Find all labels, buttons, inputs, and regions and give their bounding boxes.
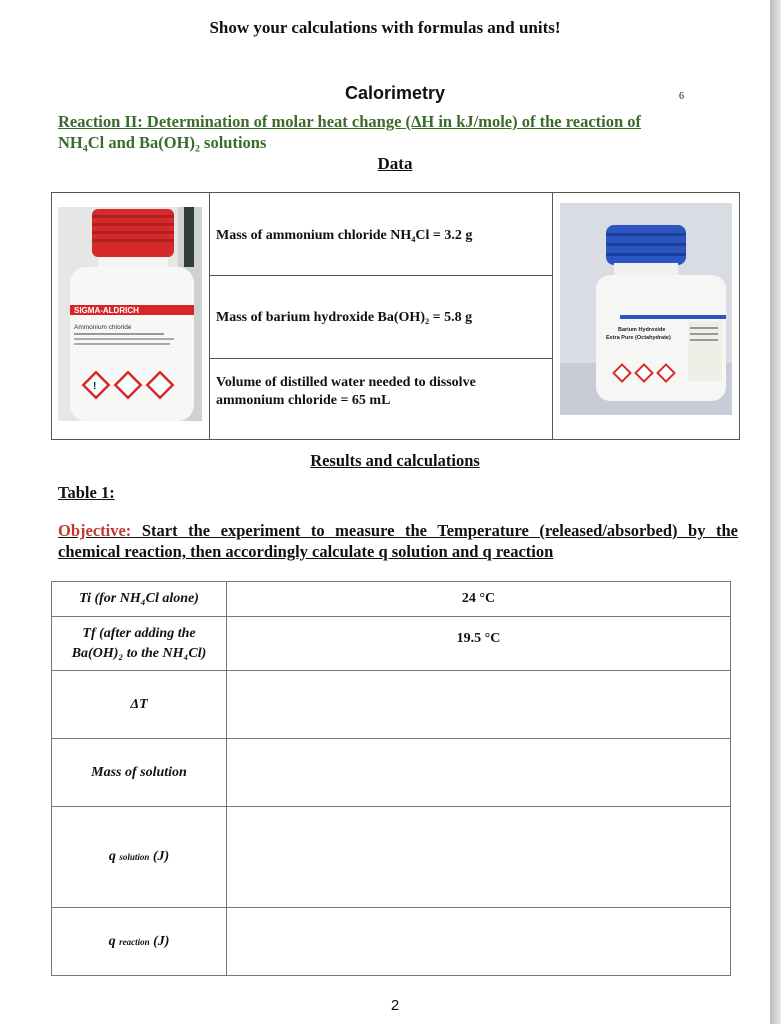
ammonium-chloride-bottle-icon (58, 207, 202, 421)
table-divider (209, 358, 552, 359)
table-divider (552, 193, 553, 439)
instruction-heading: Show your calculations with formulas and units! (209, 18, 561, 37)
delta-t-value[interactable] (227, 671, 731, 739)
barium-hydroxide-photo (560, 203, 732, 415)
data-heading: Data (377, 154, 413, 173)
page-number: 2 (390, 997, 400, 1014)
ti-value: 24 °C (227, 582, 731, 617)
table-row (52, 739, 731, 807)
corner-number: 6 (679, 91, 684, 102)
table-row (52, 617, 731, 671)
q-solution-label (52, 807, 227, 908)
q-solution-subscript: solution (119, 852, 150, 862)
results-table (51, 581, 731, 976)
q-reaction-symbol: q (108, 933, 116, 949)
objective-label: Objective: (58, 521, 132, 540)
product-label: Ammonium chloride (74, 324, 132, 331)
table-row (52, 671, 731, 739)
brand-label: SIGMA-ALDRICH (74, 306, 139, 315)
q-solution-value[interactable] (227, 807, 731, 908)
objective-body: Start the experiment to measure the Temperature (released/absorbed) by the chemical reaction, then accordingly calculate q solution and q reaction (58, 521, 738, 561)
delta-t-label: ΔT (52, 671, 227, 739)
ti-label: Ti (for NH₄Cl alone) (52, 582, 227, 617)
barium-hydroxide-bottle-icon (560, 203, 732, 415)
section-title: Calorimetry (344, 83, 446, 103)
ammonium-chloride-mass: Mass of ammonium chloride NH₄Cl = 3.2 g (216, 228, 473, 243)
ammonium-chloride-photo (58, 207, 202, 421)
table-divider (209, 193, 210, 439)
mass-solution-label: Mass of solution (52, 739, 227, 807)
svg-text:!: ! (93, 381, 97, 392)
q-reaction-label (52, 908, 227, 976)
product-label-line1: Barium Hydroxide (618, 327, 666, 333)
data-table (51, 192, 740, 440)
tf-label (52, 617, 227, 671)
q-solution-symbol: q (108, 849, 116, 864)
page-edge-shadow (770, 0, 781, 1024)
water-volume: Volume of distilled water needed to dissolve ammonium chloride = 65 mL (216, 375, 476, 408)
table-row (52, 807, 731, 908)
table-label: Table 1: (58, 483, 115, 502)
q-reaction-subscript: reaction (119, 936, 150, 947)
tf-label-line2: Ba(OH)₂ to the NH₄Cl) (71, 645, 207, 661)
q-solution-unit: (J) (152, 849, 170, 864)
results-heading: Results and calculations (310, 451, 480, 470)
barium-hydroxide-mass: Mass of barium hydroxide Ba(OH)₂ = 5.8 g (216, 310, 473, 325)
q-reaction-unit: (J) (153, 933, 170, 949)
table-row (52, 582, 731, 617)
q-reaction-value[interactable] (227, 908, 731, 976)
table-divider (209, 275, 552, 276)
reaction-title-line1: Reaction II: Determination of molar heat change (ΔH in kJ/mole) of the reaction of (58, 112, 642, 131)
objective-text (58, 520, 738, 562)
product-label-line2: Extra Pure (Octahydrate) (606, 335, 671, 341)
tf-value: 19.5 °C (227, 617, 731, 671)
table-row (52, 908, 731, 976)
reaction-title (58, 111, 718, 153)
reaction-title-line2: NH₄Cl and Ba(OH)₂ solutions (58, 133, 267, 152)
tf-label-line1: Tf (after adding the (82, 625, 196, 641)
mass-solution-value[interactable] (227, 739, 731, 807)
